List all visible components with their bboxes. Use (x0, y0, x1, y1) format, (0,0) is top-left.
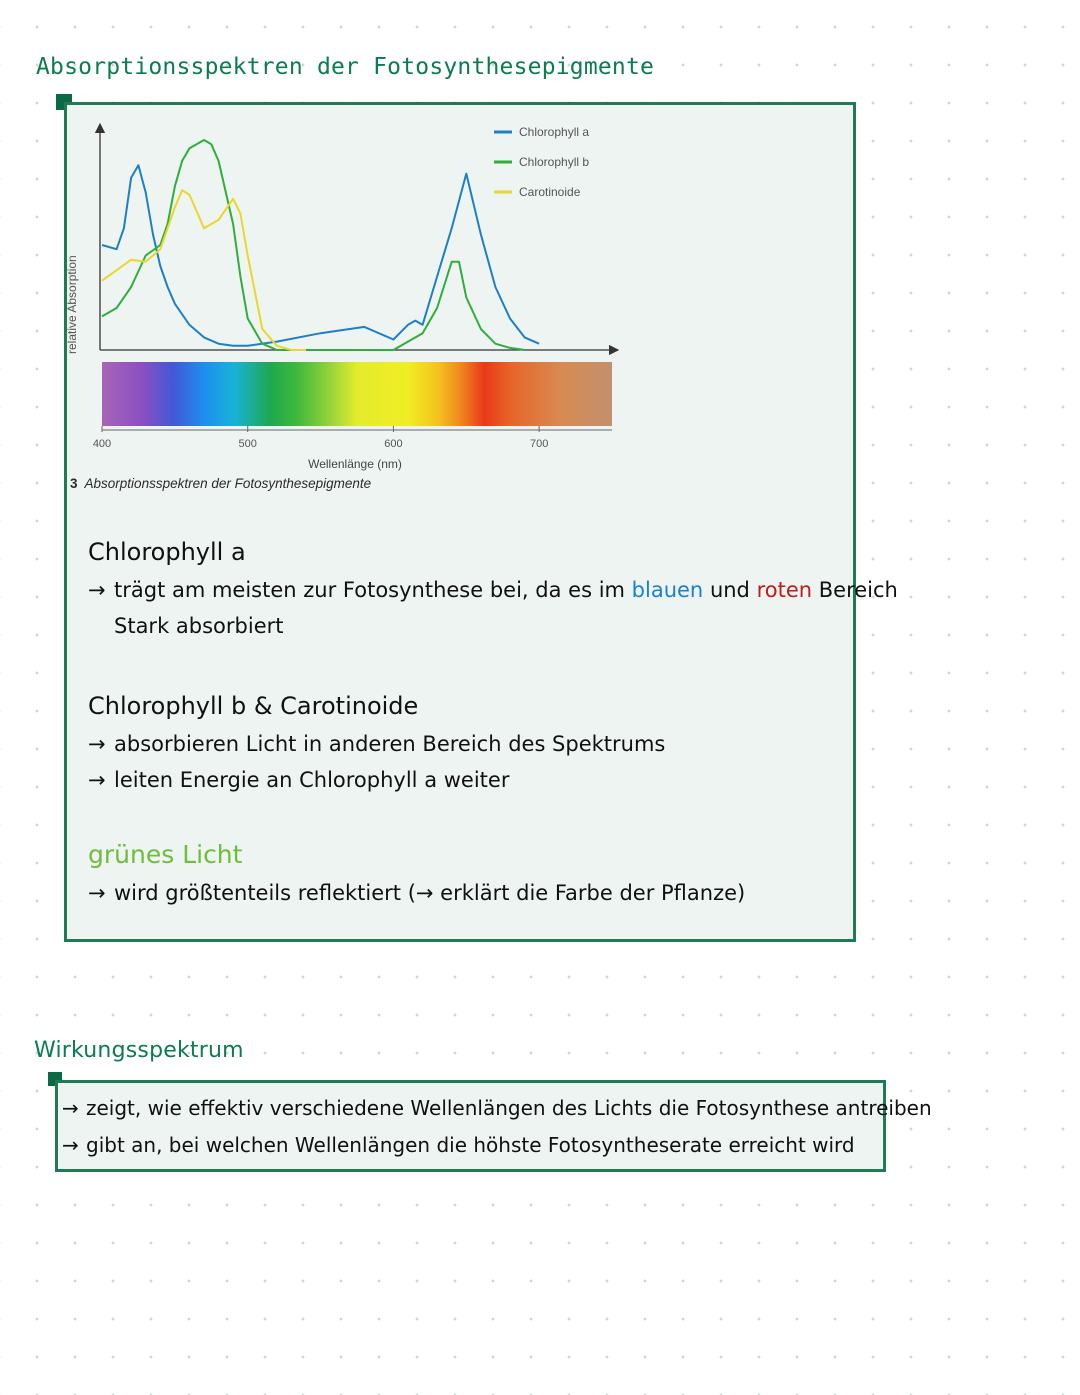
note-text: Stark absorbiert (114, 614, 284, 638)
note-title-chlorophyll-b: Chlorophyll b & Carotinoide (88, 692, 419, 720)
wirkungsspektrum-notes (62, 1090, 932, 1164)
legend-label: Chlorophyll a (519, 125, 590, 139)
x-tick-label: 500 (238, 438, 257, 450)
series-line-carotinoide (102, 190, 306, 350)
note-green-light (88, 840, 745, 911)
series-line-chlorophyll-a (102, 165, 539, 346)
arrow-icon: → (62, 1133, 79, 1157)
note-text: zeigt, wie effektiv verschiedene Wellenlängen des Lichts die Fotosynthese antreiben (86, 1096, 932, 1120)
note-line-green-light (88, 875, 745, 911)
figure-caption (70, 476, 371, 491)
visible-spectrum-bar (102, 362, 612, 426)
note-text: wird größtenteils reflektiert (→ erklärt die Farbe der Pflanze) (114, 881, 746, 905)
note-text: leiten Energie an Chlorophyll a weiter (114, 768, 510, 792)
note-text: gibt an, bei welchen Wellenlängen die höhste Fotosyntheserate erreicht wird (86, 1133, 855, 1157)
blue-word: blauen (631, 578, 704, 602)
chart-legend (494, 125, 589, 199)
y-axis-label: relative Absorption (65, 255, 79, 354)
section-heading-absorption: Absorptionsspektren der Fotosynthesepigmente (36, 54, 655, 80)
note-line-chlorophyll-a-2 (88, 608, 898, 644)
x-tick-label: 600 (384, 438, 403, 450)
series-line-chlorophyll-b (102, 140, 525, 350)
arrow-icon: → (88, 732, 106, 756)
note-text: absorbieren Licht in anderen Bereich des Spektrums (114, 732, 666, 756)
wirkungsspektrum-line-2 (62, 1127, 932, 1164)
note-chlorophyll-b (88, 692, 665, 798)
arrow-icon: → (88, 578, 106, 602)
note-title-chlorophyll-a: Chlorophyll a (88, 538, 246, 566)
note-text: trägt am meisten zur Fotosynthese bei, da es im (114, 578, 625, 602)
note-line-chlorophyll-b-2 (88, 762, 665, 798)
x-tick-label: 700 (529, 438, 549, 450)
note-line-chlorophyll-a-1 (88, 572, 898, 608)
absorption-spectra-chart (62, 110, 622, 474)
note-line-chlorophyll-b-1 (88, 726, 665, 762)
note-chlorophyll-a (88, 538, 898, 644)
legend-label: Carotinoide (519, 185, 581, 199)
section-heading-wirkungsspektrum: Wirkungsspektrum (34, 1038, 244, 1063)
arrow-icon: → (88, 768, 106, 792)
wirkungsspektrum-line-1 (62, 1090, 932, 1127)
x-axis-label: Wellenlänge (nm) (308, 457, 402, 471)
figure-caption-number: 3 (70, 476, 78, 491)
note-title-green-light: grünes Licht (88, 840, 243, 869)
and-word: und (709, 578, 750, 602)
arrow-icon: → (88, 881, 106, 905)
arrow-icon: → (62, 1096, 79, 1120)
legend-label: Chlorophyll b (519, 155, 590, 169)
x-tick-label: 400 (92, 438, 112, 450)
note-text-end: Bereich (818, 578, 898, 602)
red-word: roten (756, 578, 813, 602)
spectra-curves (102, 140, 539, 350)
figure-caption-text: Absorptionsspektren der Fotosynthesepigmente (84, 476, 372, 491)
